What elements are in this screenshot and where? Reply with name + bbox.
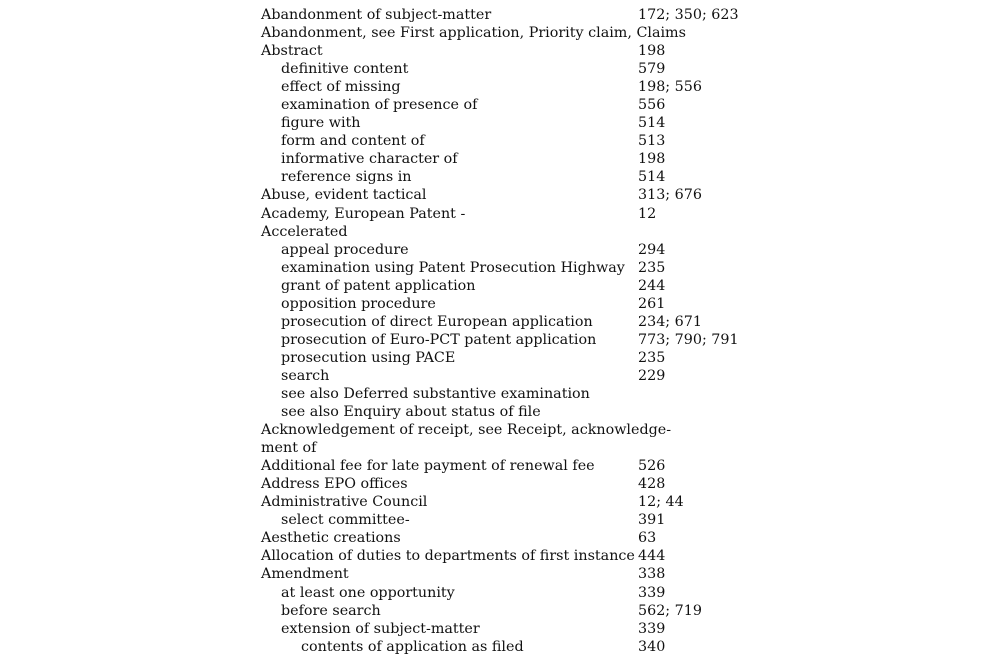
index-term: contents of application as filed (301, 638, 524, 655)
index-page-refs: 313; 676 (638, 187, 702, 204)
index-term: Aesthetic creations (261, 530, 401, 547)
index-page-refs: 229 (638, 367, 666, 384)
index-entry (261, 277, 741, 295)
index-entry (261, 547, 741, 565)
index-entry (261, 60, 741, 78)
index-page-refs: 294 (638, 241, 666, 258)
index-page-refs: 235 (638, 349, 666, 366)
index-page-refs: 244 (638, 277, 666, 294)
index-entry (261, 96, 741, 114)
index-entry (261, 511, 741, 529)
index-entry (261, 493, 741, 511)
index-entry (261, 313, 741, 331)
index-page-refs: 234; 671 (638, 313, 702, 330)
index-entry (261, 385, 741, 403)
index-page-refs: 562; 719 (638, 602, 702, 619)
index-page-refs: 338 (638, 566, 666, 583)
index-term: grant of patent application (281, 277, 476, 294)
index-page-refs: 428 (638, 476, 666, 493)
index-entry (261, 602, 741, 620)
index-entry (261, 150, 741, 168)
index-term: Administrative Council (261, 494, 428, 511)
index-term: prosecution of direct European application (281, 313, 593, 330)
index-entry (261, 403, 741, 421)
index-page-refs: 339 (638, 584, 666, 601)
index-page-refs: 261 (638, 295, 666, 312)
index-term: Allocation of duties to departments of first instance (261, 548, 635, 565)
index-term: Abandonment, see First application, Priority claim, Claims (261, 25, 686, 42)
index-entry (261, 421, 741, 439)
index-page-refs: 444 (638, 548, 666, 565)
index-page-refs: 773; 790; 791 (638, 331, 739, 348)
index-term: opposition procedure (281, 295, 436, 312)
index-entry (261, 223, 741, 241)
index-term: examination using Patent Prosecution Highway (281, 259, 625, 276)
index-entry (261, 24, 741, 42)
index-page-refs: 526 (638, 458, 666, 475)
index-page-refs: 513 (638, 133, 666, 150)
index-page-refs: 12; 44 (638, 494, 684, 511)
index-entry (261, 78, 741, 96)
index-page-refs: 198 (638, 151, 666, 168)
subject-index-list (261, 6, 741, 656)
index-page-refs: 514 (638, 115, 666, 132)
index-page-refs: 391 (638, 512, 666, 529)
index-term: prosecution of Euro-PCT patent application (281, 331, 597, 348)
index-term: definitive content (281, 61, 409, 78)
index-term: Accelerated (261, 223, 348, 240)
index-entry (261, 349, 741, 367)
index-term: informative character of (281, 151, 458, 168)
index-entry (261, 114, 741, 132)
index-entry (261, 638, 741, 656)
index-term: extension of subject-matter (281, 620, 480, 637)
index-page-refs: 235 (638, 259, 666, 276)
index-entry (261, 186, 741, 204)
index-page-refs: 12 (638, 205, 657, 222)
index-page-refs: 198 (638, 43, 666, 60)
index-term: search (281, 367, 330, 384)
index-entry (261, 439, 741, 457)
index-entry (261, 241, 741, 259)
index-entry (261, 295, 741, 313)
index-page-refs: 339 (638, 620, 666, 637)
index-term: figure with (281, 115, 361, 132)
index-term: ment of (261, 440, 317, 457)
index-entry (261, 331, 741, 349)
index-entry (261, 42, 741, 60)
index-term: form and content of (281, 133, 425, 150)
index-entry (261, 6, 741, 24)
index-term: Additional fee for late payment of renewal fee (261, 458, 595, 475)
index-entry (261, 620, 741, 638)
index-term: prosecution using PACE (281, 349, 456, 366)
index-page-refs: 172; 350; 623 (638, 7, 739, 23)
index-entry (261, 367, 741, 385)
index-entry (261, 584, 741, 602)
index-term: examination of presence of (281, 97, 478, 114)
index-entry (261, 132, 741, 150)
index-page-refs: 340 (638, 638, 666, 655)
index-page-refs: 198; 556 (638, 79, 702, 96)
index-term: select committee- (281, 512, 410, 529)
index-entry (261, 259, 741, 277)
index-term: see also Deferred substantive examination (281, 385, 590, 402)
index-term: Amendment (261, 566, 349, 583)
index-entry (261, 168, 741, 186)
index-page-refs: 514 (638, 169, 666, 186)
index-entry (261, 529, 741, 547)
index-entry (261, 565, 741, 583)
index-term: effect of missing (281, 79, 401, 96)
index-term: Abuse, evident tactical (261, 187, 427, 204)
index-term: at least one opportunity (281, 584, 455, 601)
index-term: Address EPO offices (261, 476, 408, 493)
index-term: Abandonment of subject-matter (261, 7, 492, 23)
index-term: Academy, European Patent - (261, 205, 466, 222)
index-term: before search (281, 602, 381, 619)
index-term: see also Enquiry about status of file (281, 404, 541, 421)
index-term: reference signs in (281, 169, 412, 186)
index-term: Abstract (261, 43, 323, 60)
index-entry (261, 457, 741, 475)
index-page-refs: 556 (638, 97, 666, 114)
index-term: appeal procedure (281, 241, 409, 258)
index-page-refs: 579 (638, 61, 666, 78)
index-page-refs: 63 (638, 530, 657, 547)
index-entry (261, 475, 741, 493)
index-entry (261, 205, 741, 223)
index-term: Acknowledgement of receipt, see Receipt, acknowledge- (261, 422, 672, 439)
